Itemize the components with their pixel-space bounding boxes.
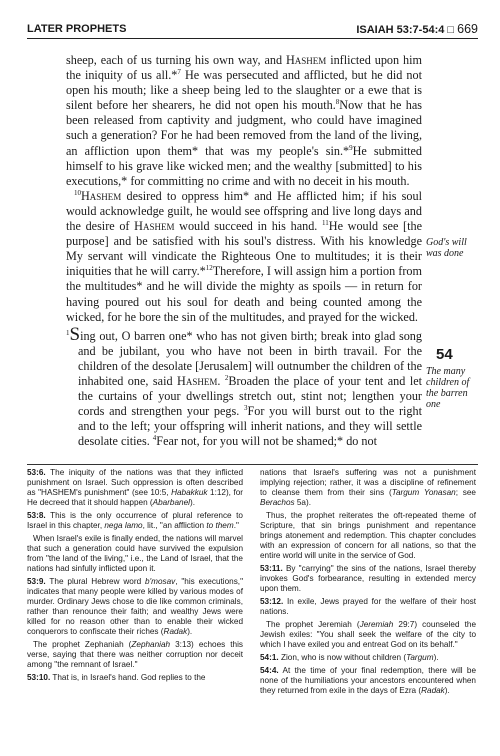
footnote: The prophet Jeremiah (Jeremiah 29:7) counseled the Jewish exiles: "You shall seek the welfare of the city to which I have exiled you and entreat God on its behalf.": [260, 620, 476, 649]
footnote: 53:12. In exile, Jews prayed for the welfare of their host nations.: [260, 597, 476, 616]
footnote: nations that Israel's suffering was not a punishment implying rejection; rather, it was a discipline of refinement to cleanse them from their sins (Targum Yonasan; see Berachos 5a).: [260, 468, 476, 507]
margin-note-gods-will: God's will was done: [426, 237, 467, 259]
page-number: 669: [457, 22, 478, 36]
footnote: The prophet Zephaniah (Zephaniah 3:13) echoes this verse, saying that there was neither corruption nor deceit among "the remnant of Israel.": [27, 640, 243, 669]
footnote: Thus, the prophet reiterates the oft-repeated theme of Scripture, that sin brings punishment and repentance brings atonement and redemption. This chapter concludes with an expression of concern for all nations, so that the entire world will unite in the service of God.: [260, 511, 476, 560]
footnote: 53:10. That is, in Israel's hand. God replies to the: [27, 673, 206, 682]
footnote: 53:9. The plural Hebrew word b'mosav, "his executions," indicates that many people were killed by various modes of murder. Ordinary Jews chose to die like common criminals, rather than renounce their faith; and wealthy Jews were killed for no reason other than to enable their wicked conquerors to confiscate their riches (Radak).: [27, 577, 243, 636]
chapter-verse-range: ISAIAH 53:7-54:4 □ 669: [356, 22, 478, 36]
verse-paragraph: sheep, each of us turning his own way, and Hashem inflicted upon him the iniquity of us all.*$^7$ He was persecuted and afflicted, but he did not open his mouth; like a sheep being led to the slaughter or a ewe that is silent before her shearers, he did not open his mouth.$^8$Now that he has been released from captivity and judgment, who could have imagined such a generation? For he had been removed from the land of the living, an affliction upon them* that was my people's sin.*$^9$He submitted himself to his grave like wicked men; and the wealthy [submitted] to his executions,* for committing no crime and with no deceit in his mouth.: [66, 53, 423, 188]
footnote: 53:11. By "carrying" the sins of the nations, Israel thereby invokes God's forbearance, resulting in extended mercy upon them.: [260, 564, 476, 593]
drop-cap: S: [69, 323, 81, 345]
footnotes-column-left: [27, 468, 243, 686]
margin-note-many-children: The many children of the barren one: [426, 366, 470, 410]
footnote: 53:8. This is the only occurrence of plural reference to Israel in this chapter, nega lamo, lit., "an affliction to them.": [27, 511, 243, 530]
footnote: 54:4. At the time of your final redemption, there will be none of the humiliations your ancestors encountered when they returned from exile in the days of Ezra (Radak).: [260, 666, 476, 695]
footnote: 54:1. Zion, who is now without children (Targum).: [260, 653, 439, 662]
running-header: [27, 20, 478, 39]
chapter-54-opening: $^1$Sing out, O barren one* who has not given birth; break into glad song and be jubilant, you who have not been in birth travail. For the children of the desolate [Jerusalem] will outnumber the children of the inhabited one, said Hashem. $^2$Broaden the place of your tent and let the curtains of your dwellings stretch out, stint not; lengthen your cords and strengthen your pegs. $^3$For you will burst out to the right and to the left; your offspring will inherit nations, and they will settle desolate cities. $^4$Fear not, for you will not be shamed;* do not: [66, 323, 422, 449]
square-separator-icon: □: [447, 24, 455, 36]
footnote: When Israel's exile is finally ended, the nations will marvel that such a generation could have survived the expulsion from "the land of the living," i.e., the Land of Israel, that the nations had sinfully inflicted upon it.: [27, 534, 243, 573]
chapter-number: 54: [436, 346, 453, 363]
footnote-divider: [27, 464, 478, 465]
book-section-title: LATER PROPHETS: [27, 23, 127, 35]
scripture-text: [66, 53, 422, 449]
footnotes-column-right: [260, 468, 476, 699]
verse-paragraph: $^{10}$Hashem desired to oppress him* and He afflicted him; if his soul would acknowledge guilt, he would see offspring and live long days and the desire of Hashem would succeed in his hand. $^{11}$He would see [the purpose] and be satisfied with his soul's distress. With his knowledge My servant will vindicate the Righteous One to multitudes; it is their iniquities that he will carry.*$^{12}$Therefore, I will assign him a portion from the multitudes* and he will divide the mighty as spoils — in return for having poured out his soul for death and being counted among the wicked, for he bore the sin of the multitudes, and prayed for the wicked.: [66, 188, 422, 324]
footnote: 53:6. The iniquity of the nations was that they inflicted punishment on Israel. Such oppression is often described as "HASHEM's punishment" (see 10:5, Habakkuk 1:12), for He decreed that it should happen (Abarbanel).: [27, 468, 243, 507]
